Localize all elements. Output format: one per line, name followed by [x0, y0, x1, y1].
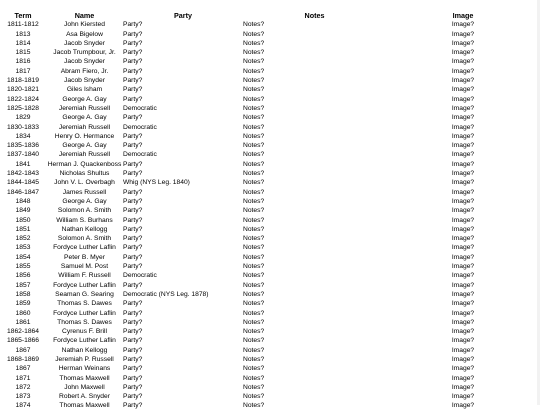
cell-notes: Notes?: [243, 402, 265, 410]
cell-name: James Russell: [62, 188, 107, 196]
cell-name: William S. Burhans: [56, 216, 113, 224]
cell-party: Party?: [123, 383, 143, 391]
cell-notes: Notes?: [243, 244, 265, 252]
table-row: [0, 20, 540, 29]
cell-party: Party?: [123, 355, 143, 363]
cell-party: Party?: [123, 197, 143, 205]
cell-party: Party?: [123, 216, 143, 224]
cell-image: Image?: [451, 272, 475, 280]
cell-term: 1872: [15, 383, 31, 391]
cell-party: Party?: [123, 39, 143, 47]
table-row: [0, 169, 540, 178]
cell-name: Jeremiah P. Russell: [55, 355, 114, 363]
cell-party: Party?: [123, 58, 143, 66]
cell-term: 1837-1840: [7, 151, 39, 159]
cell-image: Image?: [451, 328, 475, 336]
cell-image: Image?: [451, 86, 475, 94]
cell-image: Image?: [451, 114, 475, 122]
cell-term: 1835-1836: [7, 142, 39, 150]
cell-notes: Notes?: [243, 77, 265, 85]
cell-notes: Notes?: [243, 58, 265, 66]
cell-image: Image?: [451, 67, 475, 75]
table-row: [0, 336, 540, 345]
cell-term: 1862-1864: [7, 328, 39, 336]
cell-party: Party?: [123, 244, 143, 252]
cell-image: Image?: [451, 216, 475, 224]
cell-name: George A. Gay: [62, 114, 107, 122]
header-name: Name: [74, 11, 95, 20]
cell-party: Party?: [123, 309, 143, 317]
cell-name: Herman Weinans: [58, 365, 111, 373]
table-row: [0, 178, 540, 187]
cell-image: Image?: [451, 188, 475, 196]
cell-image: Image?: [451, 318, 475, 326]
cell-term: 1817: [15, 67, 31, 75]
cell-party: Whig (NYS Leg. 1840): [123, 179, 190, 187]
cell-notes: Notes?: [243, 318, 265, 326]
cell-image: Image?: [451, 39, 475, 47]
cell-notes: Notes?: [243, 328, 265, 336]
cell-image: Image?: [451, 197, 475, 205]
cell-name: Fordyce Luther Laflin: [53, 309, 116, 317]
cell-image: Image?: [451, 225, 475, 233]
cell-term: 1868-1869: [7, 355, 39, 363]
table-row: [0, 39, 540, 48]
cell-name: Seaman G. Searing: [55, 290, 114, 298]
cell-term: 1822-1824: [7, 95, 39, 103]
cell-term: 1852: [15, 235, 31, 243]
cell-notes: Notes?: [243, 337, 265, 345]
cell-notes: Notes?: [243, 30, 265, 38]
table-row: [0, 197, 540, 206]
cell-party: Party?: [123, 67, 143, 75]
cell-party: Democratic: [123, 123, 157, 131]
cell-term: 1818-1819: [7, 77, 39, 85]
cell-term: 1851: [15, 225, 31, 233]
cell-notes: Notes?: [243, 21, 265, 29]
cell-notes: Notes?: [243, 114, 265, 122]
cell-notes: Notes?: [243, 281, 265, 289]
table-row: [0, 262, 540, 271]
cell-name: Herman J. Quackenboss: [47, 160, 122, 168]
cell-image: Image?: [451, 281, 475, 289]
cell-notes: Notes?: [243, 216, 265, 224]
cell-name: Peter B. Myer: [64, 253, 105, 261]
cell-image: Image?: [451, 374, 475, 382]
cell-image: Image?: [451, 207, 475, 215]
cell-notes: Notes?: [243, 151, 265, 159]
cell-name: William F. Russell: [58, 272, 111, 280]
cell-party: Party?: [123, 235, 143, 243]
cell-name: Fordyce Luther Laflin: [53, 244, 116, 252]
cell-image: Image?: [451, 365, 475, 373]
table-row: [0, 281, 540, 290]
table-row: [0, 160, 540, 169]
cell-term: 1857: [15, 281, 31, 289]
cell-image: Image?: [451, 104, 475, 112]
cell-term: 1825-1828: [7, 104, 39, 112]
cell-term: 1867: [15, 346, 31, 354]
cell-party: Democratic: [123, 272, 157, 280]
cell-name: Jeremiah Russell: [58, 123, 111, 131]
table-row: [0, 123, 540, 132]
cell-party: Party?: [123, 30, 143, 38]
table-row: [0, 104, 540, 113]
table-row: [0, 76, 540, 85]
cell-party: Democratic: [123, 104, 157, 112]
cell-name: Jacob Trumpbour, Jr.: [53, 49, 116, 57]
table-row: [0, 67, 540, 76]
cell-name: George A. Gay: [62, 95, 107, 103]
cell-image: Image?: [451, 244, 475, 252]
cell-notes: Notes?: [243, 39, 265, 47]
cell-notes: Notes?: [243, 272, 265, 280]
table-row: [0, 150, 540, 159]
cell-name: John V. L. Overbagh: [54, 179, 115, 187]
cell-term: 1871: [15, 374, 31, 382]
table-row: [0, 30, 540, 39]
cell-image: Image?: [451, 309, 475, 317]
cell-name: Jacob Snyder: [64, 39, 105, 47]
cell-term: 1861: [15, 318, 31, 326]
table-row: [0, 299, 540, 308]
cell-name: George A. Gay: [62, 197, 107, 205]
table-row: [0, 271, 540, 280]
cell-image: Image?: [451, 402, 475, 410]
cell-name: Jeremiah Russell: [58, 104, 111, 112]
cell-notes: Notes?: [243, 142, 265, 150]
table-row: [0, 364, 540, 373]
cell-party: Party?: [123, 374, 143, 382]
cell-party: Party?: [123, 300, 143, 308]
cell-term: 1844-1845: [7, 179, 39, 187]
cell-term: 1859: [15, 300, 31, 308]
cell-party: Party?: [123, 49, 143, 57]
header-image: Image: [452, 11, 474, 20]
cell-term: 1811-1812: [7, 21, 39, 29]
table-row: [0, 401, 540, 410]
table-row: [0, 85, 540, 94]
cell-name: Nathan Kellogg: [61, 225, 108, 233]
cell-name: Jacob Snyder: [64, 77, 105, 85]
cell-party: Party?: [123, 170, 143, 178]
cell-image: Image?: [451, 49, 475, 57]
cell-term: 1842-1843: [7, 170, 39, 178]
cell-notes: Notes?: [243, 309, 265, 317]
cell-notes: Notes?: [243, 207, 265, 215]
header-term: Term: [14, 11, 32, 20]
cell-term: 1820-1821: [7, 86, 39, 94]
cell-image: Image?: [451, 160, 475, 168]
cell-notes: Notes?: [243, 95, 265, 103]
cell-image: Image?: [451, 170, 475, 178]
cell-party: Party?: [123, 337, 143, 345]
cell-party: Party?: [123, 393, 143, 401]
cell-name: Giles Isham: [66, 86, 103, 94]
table-row: [0, 48, 540, 57]
table-row: [0, 318, 540, 327]
cell-name: Nathan Kellogg: [61, 346, 108, 354]
cell-party: Party?: [123, 281, 143, 289]
cell-term: 1858: [15, 290, 31, 298]
cell-party: Party?: [123, 328, 143, 336]
cell-term: 1854: [15, 253, 31, 261]
cell-term: 1813: [15, 30, 31, 38]
cell-image: Image?: [451, 393, 475, 401]
cell-term: 1860: [15, 309, 31, 317]
cell-name: George A. Gay: [62, 142, 107, 150]
table-body: [0, 20, 540, 410]
cell-party: Party?: [123, 402, 143, 410]
cell-term: 1815: [15, 49, 31, 57]
table-row: [0, 355, 540, 364]
cell-image: Image?: [451, 263, 475, 271]
table-row: [0, 95, 540, 104]
header-party: Party: [174, 11, 192, 20]
table-row: [0, 383, 540, 392]
cell-term: 1846-1847: [7, 188, 39, 196]
cell-name: Asa Bigelow: [66, 30, 103, 38]
cell-term: 1850: [15, 216, 31, 224]
table-row: [0, 225, 540, 234]
cell-image: Image?: [451, 355, 475, 363]
cell-party: Party?: [123, 114, 143, 122]
cell-image: Image?: [451, 337, 475, 345]
cell-term: 1829: [15, 114, 31, 122]
cell-name: Fordyce Luther Laflin: [53, 281, 116, 289]
cell-party: Party?: [123, 95, 143, 103]
table-row: [0, 216, 540, 225]
cell-notes: Notes?: [243, 86, 265, 94]
table-row: [0, 132, 540, 141]
cell-term: 1849: [15, 207, 31, 215]
cell-term: 1856: [15, 272, 31, 280]
cell-notes: Notes?: [243, 104, 265, 112]
header-row: [0, 11, 540, 20]
cell-image: Image?: [451, 253, 475, 261]
cell-name: John Maxwell: [64, 383, 105, 391]
table-row: [0, 234, 540, 243]
cell-term: 1874: [15, 402, 31, 410]
cell-notes: Notes?: [243, 300, 265, 308]
table-row: [0, 290, 540, 299]
cell-party: Party?: [123, 225, 143, 233]
cell-party: Democratic (NYS Leg. 1878): [123, 290, 209, 298]
table-row: [0, 253, 540, 262]
table-row: [0, 309, 540, 318]
cell-notes: Notes?: [243, 263, 265, 271]
table-row: [0, 374, 540, 383]
cell-party: Party?: [123, 207, 143, 215]
cell-term: 1848: [15, 197, 31, 205]
table-header: [0, 11, 540, 20]
cell-party: Party?: [123, 346, 143, 354]
cell-image: Image?: [451, 290, 475, 298]
cell-image: Image?: [451, 300, 475, 308]
header-notes: Notes: [304, 11, 325, 20]
cell-name: Jeremiah Russell: [58, 151, 111, 159]
table-row: [0, 141, 540, 150]
cell-name: Thomas Maxwell: [59, 402, 110, 410]
cell-name: Thomas Maxwell: [59, 374, 110, 382]
cell-term: 1830-1833: [7, 123, 39, 131]
cell-term: 1855: [15, 263, 31, 271]
cell-image: Image?: [451, 123, 475, 131]
table-row: [0, 392, 540, 401]
cell-notes: Notes?: [243, 197, 265, 205]
cell-image: Image?: [451, 95, 475, 103]
cell-notes: Notes?: [243, 383, 265, 391]
cell-term: 1816: [15, 58, 31, 66]
cell-notes: Notes?: [243, 355, 265, 363]
cell-image: Image?: [451, 151, 475, 159]
cell-name: Robert A. Snyder: [59, 393, 110, 401]
cell-notes: Notes?: [243, 49, 265, 57]
cell-image: Image?: [451, 179, 475, 187]
table-row: [0, 57, 540, 66]
cell-name: Solomon A. Smith: [57, 235, 112, 243]
cell-name: Solomon A. Smith: [57, 207, 112, 215]
cell-notes: Notes?: [243, 67, 265, 75]
cell-notes: Notes?: [243, 253, 265, 261]
cell-name: John Kiersted: [64, 21, 105, 29]
cell-term: 1873: [15, 393, 31, 401]
cell-notes: Notes?: [243, 123, 265, 131]
cell-party: Democratic: [123, 151, 157, 159]
cell-party: Party?: [123, 86, 143, 94]
cell-term: 1814: [15, 39, 31, 47]
table-row: [0, 346, 540, 355]
cell-notes: Notes?: [243, 374, 265, 382]
cell-party: Party?: [123, 160, 143, 168]
cell-image: Image?: [451, 30, 475, 38]
cell-image: Image?: [451, 21, 475, 29]
cell-name: Jacob Snyder: [64, 58, 105, 66]
cell-term: 1841: [15, 160, 31, 168]
table-row: [0, 113, 540, 122]
cell-name: Cyrenus F. Brill: [62, 328, 107, 336]
cell-party: Party?: [123, 188, 143, 196]
table-row: [0, 206, 540, 215]
cell-name: Henry O. Hermance: [54, 132, 115, 140]
cell-party: Party?: [123, 21, 143, 29]
cell-notes: Notes?: [243, 160, 265, 168]
cell-notes: Notes?: [243, 365, 265, 373]
cell-notes: Notes?: [243, 132, 265, 140]
cell-party: Party?: [123, 132, 143, 140]
table-row: [0, 243, 540, 252]
cell-notes: Notes?: [243, 188, 265, 196]
officeholders-table: [0, 11, 540, 411]
cell-image: Image?: [451, 58, 475, 66]
cell-notes: Notes?: [243, 179, 265, 187]
cell-term: 1865-1866: [7, 337, 39, 345]
cell-notes: Notes?: [243, 225, 265, 233]
cell-party: Party?: [123, 365, 143, 373]
cell-party: Party?: [123, 263, 143, 271]
cell-name: Thomas S. Dawes: [57, 300, 112, 308]
cell-name: Nicholas Shultus: [59, 170, 110, 178]
cell-notes: Notes?: [243, 290, 265, 298]
cell-image: Image?: [451, 142, 475, 150]
cell-name: Samuel M. Post: [60, 263, 109, 271]
cell-image: Image?: [451, 383, 475, 391]
cell-name: Fordyce Luther Laflin: [53, 337, 116, 345]
cell-image: Image?: [451, 346, 475, 354]
cell-notes: Notes?: [243, 346, 265, 354]
cell-notes: Notes?: [243, 393, 265, 401]
cell-image: Image?: [451, 132, 475, 140]
cell-party: Party?: [123, 253, 143, 261]
cell-term: 1834: [15, 132, 31, 140]
table-row: [0, 327, 540, 336]
cell-term: 1853: [15, 244, 31, 252]
cell-name: Thomas S. Dawes: [57, 318, 112, 326]
cell-notes: Notes?: [243, 235, 265, 243]
cell-term: 1867: [15, 365, 31, 373]
cell-party: Party?: [123, 142, 143, 150]
cell-image: Image?: [451, 77, 475, 85]
cell-image: Image?: [451, 235, 475, 243]
cell-party: Party?: [123, 318, 143, 326]
cell-party: Party?: [123, 77, 143, 85]
cell-name: Abram Fiero, Jr.: [60, 67, 109, 75]
cell-notes: Notes?: [243, 170, 265, 178]
table-row: [0, 188, 540, 197]
